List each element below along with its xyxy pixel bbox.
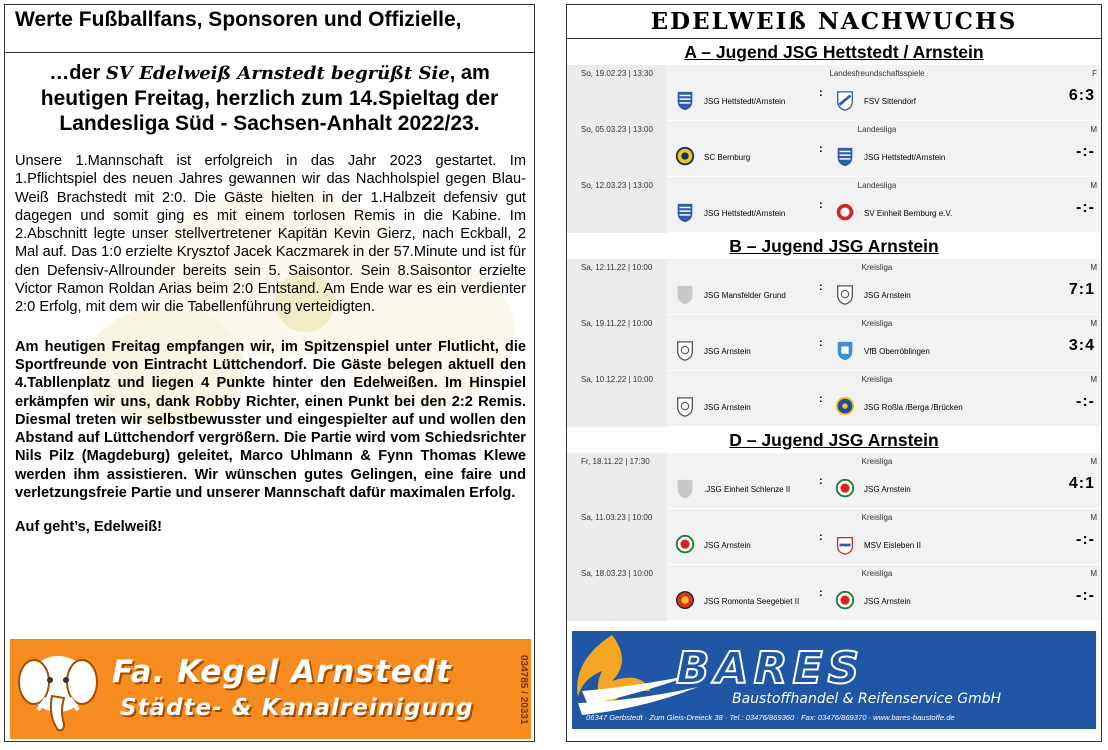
match-type-tag: M: [1090, 569, 1097, 578]
match-date: Sa, 18.03.23 | 10:00: [567, 565, 667, 621]
away-team-name: FSV Sittendorf: [864, 96, 917, 106]
away-team: [835, 590, 911, 612]
match-date: Sa, 19.11.22 | 10:00: [567, 315, 667, 371]
youth-section-title: A – Jugend JSG Hettstedt / Arnstein: [567, 39, 1101, 65]
match-score: -:-: [1076, 199, 1095, 216]
sponsor-ad-bares: [572, 631, 1096, 729]
arnstein-d-crest-icon: [835, 478, 855, 500]
hettstedt-crest-icon: [675, 202, 695, 224]
away-team: [835, 284, 911, 306]
greeting-suffix: , am: [449, 62, 490, 84]
match-type-tag: M: [1090, 319, 1097, 328]
away-team-name: SV Einheit Bernburg e.V.: [864, 208, 953, 218]
match-score: 3:4: [1068, 337, 1095, 354]
home-team-name: JSG Hettstedt/Arnstein: [704, 208, 786, 218]
match-date: Sa, 11.03.23 | 10:00: [567, 509, 667, 565]
match-score: -:-: [1076, 143, 1095, 160]
match-league: Kreisliga: [861, 375, 893, 384]
home-team: [675, 396, 751, 418]
versus-separator: :: [819, 587, 823, 599]
home-team-name: SC Bernburg: [704, 152, 751, 162]
sponsor-tagline: Baustoffhandel & Reifenservice GmbH: [732, 691, 1002, 707]
home-team: [675, 590, 799, 612]
match-league: Landesfreundschaftsspiele: [829, 69, 925, 78]
home-team-name: JSG Mansfelder Grund: [704, 290, 786, 300]
rossla-crest-icon: [835, 396, 855, 418]
away-team: [835, 534, 921, 556]
match-row[interactable]: [567, 371, 1101, 427]
match-type-tag: M: [1090, 263, 1097, 272]
match-row[interactable]: [567, 509, 1101, 565]
arnstein-crest-icon: [675, 396, 695, 418]
club-name: SV Edelweiß Arnstedt begrüßt Sie: [105, 63, 450, 84]
welcome-body: [5, 57, 534, 631]
match-row[interactable]: [567, 65, 1101, 121]
home-team-name: JSG Arnstein: [704, 402, 751, 412]
away-team-name: VfB Oberröblingen: [864, 346, 930, 356]
versus-separator: :: [819, 87, 823, 99]
youth-heading: [567, 5, 1101, 39]
greeting-line-1: [11, 61, 528, 86]
home-team-name: .JSG Einheit Schlenze II: [704, 484, 791, 494]
match-score: -:-: [1076, 393, 1095, 410]
match-row[interactable]: [567, 177, 1101, 233]
sponsor-tagline: Städte- & Kanalreinigung: [120, 695, 474, 721]
away-team-name: JSG Arnstein: [864, 290, 911, 300]
away-team: [835, 340, 930, 362]
away-team-name: JSG Hettstedt/Arnstein: [864, 152, 946, 162]
versus-separator: :: [819, 199, 823, 211]
sponsor-address: 06347 Gerbstedt · Zum Gleis-Dreieck 38 · Tel.: 03476/869360 · Fax: 03476/869370 · www.bares-baustoffe.de: [586, 713, 955, 722]
home-team-name: JSG Arnstein: [704, 346, 751, 356]
match-score: -:-: [1076, 531, 1095, 548]
match-date: So, 19.02.23 | 13:30: [567, 65, 667, 121]
away-team: [835, 90, 916, 112]
match-row[interactable]: [567, 565, 1101, 621]
away-team: [835, 202, 952, 224]
match-type-tag: M: [1090, 513, 1097, 522]
match-row[interactable]: [567, 315, 1101, 371]
heading-text: Werte Fußballfans, Sponsoren und Offizielle,: [15, 8, 462, 31]
versus-separator: :: [819, 475, 823, 487]
away-team-name: JSG Arnstein: [864, 596, 911, 606]
placeholder-crest-icon: [675, 478, 695, 500]
away-team-name: JSG Arnstein: [864, 484, 911, 494]
versus-separator: :: [819, 393, 823, 405]
match-row[interactable]: [567, 259, 1101, 315]
placeholder-crest-icon: [675, 284, 695, 306]
arnstein-crest-icon: [835, 284, 855, 306]
elephant-icon: [18, 646, 98, 734]
match-league: Kreisliga: [861, 457, 893, 466]
versus-separator: :: [819, 531, 823, 543]
romonta-crest-icon: [675, 590, 695, 612]
match-league: Kreisliga: [861, 319, 893, 328]
sponsor-name: Fa. Kegel Arnstedt: [112, 654, 452, 690]
home-team: [675, 478, 790, 500]
hettstedt-crest-icon: [675, 90, 695, 112]
match-type-tag: M: [1090, 125, 1097, 134]
match-type-tag: M: [1090, 457, 1097, 466]
away-team-name: MSV Eisleben II: [864, 540, 921, 550]
away-team: [835, 478, 911, 500]
page-heading: [5, 5, 534, 53]
match-league: Landesliga: [857, 125, 897, 134]
sponsor-ad-kegel: [10, 639, 531, 739]
home-team: [675, 340, 751, 362]
greeting-prefix: …der: [49, 62, 106, 84]
match-type-tag: M: [1090, 375, 1097, 384]
home-team-name: JSG Arnstein: [704, 540, 751, 550]
youth-section-title: D – Jugend JSG Arnstein: [567, 427, 1101, 453]
youth-page: [566, 4, 1102, 742]
match-date: So, 05.03.23 | 13:00: [567, 121, 667, 177]
youth-section-title: B – Jugend JSG Arnstein: [567, 233, 1101, 259]
match-date: Sa, 10.12.22 | 10:00: [567, 371, 667, 427]
match-row[interactable]: [567, 121, 1101, 177]
greeting-line-2: heutigen Freitag, herzlich zum 14.Spieltag der: [40, 87, 499, 110]
match-league: Kreisliga: [861, 263, 893, 272]
eisleben-crest-icon: [835, 534, 855, 556]
away-team: [835, 146, 945, 168]
home-team: [675, 534, 751, 556]
match-date: So, 12.03.23 | 13:00: [567, 177, 667, 233]
oberroeblingen-crest-icon: [835, 340, 855, 362]
match-league: Landesliga: [857, 181, 897, 190]
youth-heading-text: EDELWEIß NACHWUCHS: [650, 8, 1018, 35]
match-type-tag: F: [1092, 69, 1097, 78]
sittendorf-crest-icon: [835, 90, 855, 112]
youth-results: [567, 39, 1101, 625]
arnstein-crest-icon: [675, 340, 695, 362]
match-score: 4:1: [1068, 475, 1095, 492]
match-score: 6:3: [1068, 87, 1095, 104]
match-date: Fr, 18.11.22 | 17:30: [567, 453, 667, 509]
home-team-name: JSG Hettstedt/Arnstein: [704, 96, 786, 106]
match-report-paragraph: Unsere 1.Mannschaft ist erfolgreich in das Jahr 2023 gestartet. Im 1.Pflichtspiel des neuen Jahres gewannen wir das Nachholspiel gegen Blau-Weiß Brachstedt mit 2:0. Die Gäste hielten in der 1.Halbzeit defensiv gut dagegen und somit ging es mit einem torlosen Remis in die Kabine. Im 2.Abschnitt legte unser stellvertretener Kapitän Kevin Gierz, nach Eckball, 2 Mal auf. Das 1:0 erzielte Krysztof Jacek Kaczmarek in der 57.Minute und ist für den Defensiv-Allrounder bereits sein 5. Saisontor. Sein 8.Saisontor erzielte Victor Ramon Roldan Arias beim 2:0 Entstand. Am Ende war es ein verdienter 2:0 Erfolg, mit dem wir die Tabellenführung verteidigten.: [15, 153, 526, 316]
match-date: Sa, 12.11.22 | 10:00: [567, 259, 667, 315]
match-row[interactable]: [567, 453, 1101, 509]
match-score: -:-: [1076, 587, 1095, 604]
bernburg-crest-icon: [675, 146, 695, 168]
sponsor-name: BARES: [676, 643, 865, 694]
home-team: [675, 90, 785, 112]
away-team-name: JSG Roßla /Berga /Brücken: [864, 402, 963, 412]
greeting: [5, 57, 534, 136]
welcome-page: [4, 4, 535, 742]
arnstein-d-crest-icon: [835, 590, 855, 612]
arnstein-d-crest-icon: [675, 534, 695, 556]
match-score: 7:1: [1068, 281, 1095, 298]
match-league: Kreisliga: [861, 569, 893, 578]
home-team-name: JSG Romonta Seegebiet II: [704, 596, 800, 606]
home-team: [675, 202, 785, 224]
home-team: [675, 146, 750, 168]
versus-separator: :: [819, 143, 823, 155]
greeting-line-3: Landesliga Süd - Sachsen-Anhalt 2022/23.: [59, 112, 480, 135]
home-team: [675, 284, 786, 306]
versus-separator: :: [819, 337, 823, 349]
closing-cheer: Auf geht’s, Edelweiß!: [15, 519, 163, 536]
away-team: [835, 396, 963, 418]
match-league: Kreisliga: [861, 513, 893, 522]
sponsor-phone: 034785 / 20331: [518, 655, 529, 725]
versus-separator: :: [819, 281, 823, 293]
match-preview-paragraph: Am heutigen Freitag empfangen wir, im Spitzenspiel unter Flutlicht, die Sportfreunde von Eintracht Lüttchendorf. Die Gäste belegen aktuell den 4.Tabllenplatz und liegen 4 Punkte hinter den Edelweißen. Im Hinspiel erkämpfen wir uns, dank Robby Richter, einen Punkt bei den 2:2 Remis. Diesmal treten wir selbstbewusster und eingespielter auf und wollen den Abstand auf Lüttchendorf vergrößern. Die Partie wird vom Schiedsrichter Nils Pilz (Magdeburg) geleitet, Marco Uhlmann & Fynn Thomas Klewe werden ihm assistieren. Wir wünschen gutes Gelingen, eine faire und verletzungsfreie Partie und unserer Mannschaft dafür maximalen Erfolg.: [15, 338, 526, 502]
match-type-tag: M: [1090, 181, 1097, 190]
einheit-bernburg-crest-icon: [835, 202, 855, 224]
hettstedt-crest-icon: [835, 146, 855, 168]
